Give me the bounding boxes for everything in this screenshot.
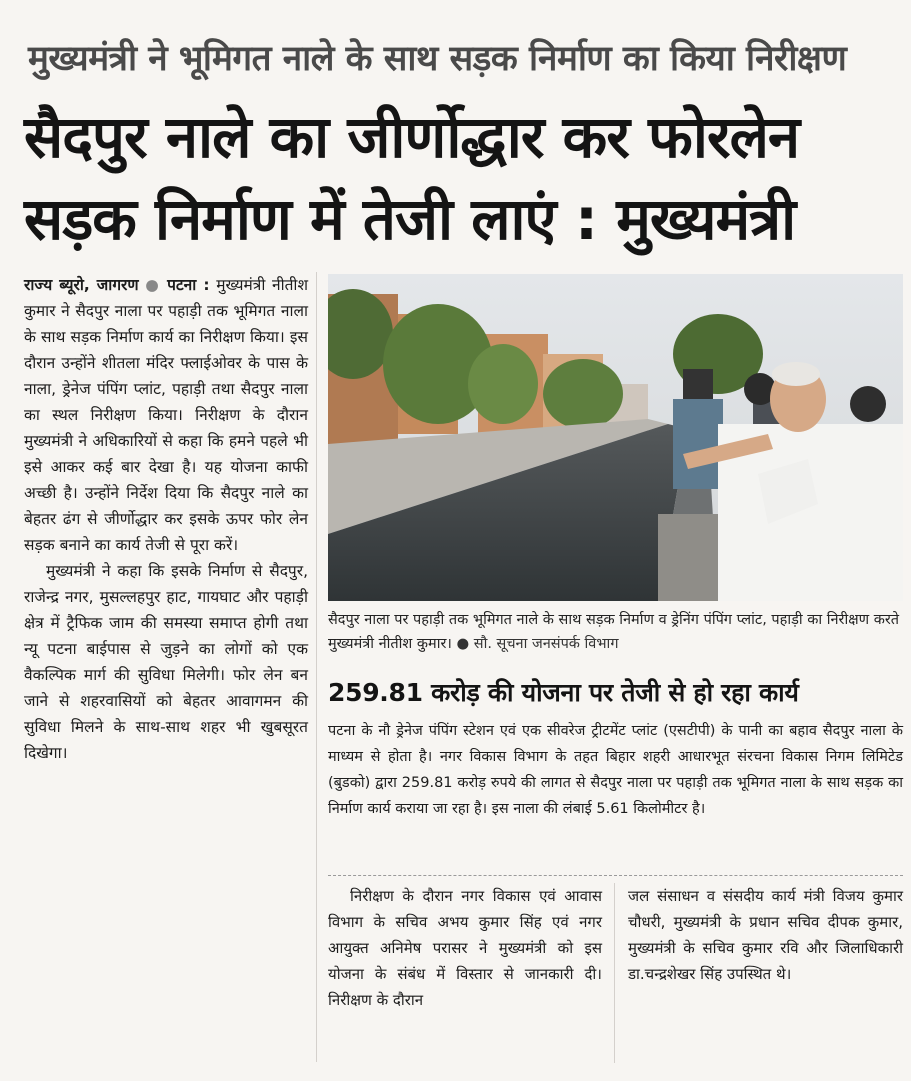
news-photo-illustration [328, 274, 903, 601]
byline-source: राज्य ब्यूरो, जागरण [24, 276, 139, 294]
second-paragraph: मुख्यमंत्री ने कहा कि इसके निर्माण से सैदपुर, राजेन्द्र नगर, मुसल्लहपुर हाट, गायघाट और पहाड़ी क्षेत्र में ट्रैफिक जाम की समस्या समाप्त होगी तथा न्यू पटना बाईपास से जुड़ने का लोगों को एक वैकल्पिक मार्ग की सुविधा मिलेगी। फोर लेन बन जाने से शहरवासियों को बेहतर आवागमन की सुविधा मिलने के साथ-साथ शहर भी खुबसूरत दिखेगा। [24, 562, 308, 762]
headline-line-2: सड़क निर्माण में तेजी लाएं : मुख्यमंत्री [24, 185, 796, 253]
section-divider [328, 875, 903, 876]
middle-paragraph: निरीक्षण के दौरान नगर विकास एवं आवास विभाग के सचिव अभय कुमार सिंह एवं नगर आयुक्त अनिमेष परासर ने मुख्यमंत्री को इस योजना के संबंध में विस्तार से जानकारी दी। निरीक्षण के दौरान [328, 887, 602, 1009]
right-paragraph: जल संसाधन व संसदीय कार्य मंत्री विजय कुमार चौधरी, मुख्यमंत्री के प्रधान सचिव दीपक कुमार, मुख्यमंत्री के सचिव कुमार रवि और जिलाधिकारी डा.चन्द्रशेखर सिंह उपस्थित थे। [628, 887, 903, 983]
byline-bullet: ● [145, 276, 161, 294]
photo-caption-text: सैदपुर नाला पर पहाड़ी तक भूमिगत नाले के साथ सड़क निर्माण व ड्रेनिंग पंपिंग प्लांट, पहाड़ी का निरीक्षण करते मुख्यमंत्री नीतीश कुमार। [328, 612, 900, 652]
column-divider [316, 272, 317, 1062]
news-photo [328, 274, 903, 601]
photo-credit: ● सौ. सूचना जनसंपर्क विभाग [456, 636, 619, 652]
section-subheading: 259.81 करोड़ की योजना पर तेजी से हो रहा कार्य [328, 678, 799, 707]
right-column [628, 883, 903, 987]
column-divider-2 [614, 883, 615, 1063]
article-kicker: मुख्यमंत्री ने भूमिगत नाले के साथ सड़क निर्माण का किया निरीक्षण [28, 39, 847, 79]
middle-column [328, 883, 602, 1013]
section-body: पटना के नौ ड्रेनेज पंपिंग स्टेशन एवं एक सीवरेज ट्रीटमेंट प्लांट (एसटीपी) के पानी का बहाव सैदपुर नाला के माध्यम से होता है। नगर विकास विभाग के तहत बिहार शहरी आधारभूत संरचना विकास निगम लिमिटेड (बुडको) द्वारा 259.81 करोड़ रुपये की लागत से सैदपुर नाला पर पहाड़ी तक भूमिगत नाला के साथ सड़क का निर्माण कार्य कराया जा रहा है। इस नाला की लंबाई 5.61 किलोमीटर है। [328, 723, 903, 817]
lead-paragraph-text: मुख्यमंत्री नीतीश कुमार ने सैदपुर नाला पर पहाड़ी तक भूमिगत नाला के साथ सड़क निर्माण कार्य का निरीक्षण किया। इस दौरान उन्होंने शीतला मंदिर फ्लाईओवर के पास के नाला, ड्रेनेज पंपिंग प्लांट, पहाड़ी तथा सैदपुर नाला का स्थल निरीक्षण किया। निरीक्षण के दौरान मुख्यमंत्री ने अधिकारियों से कहा कि हमने पहले भी इसे आकर कई बार देखा है। यह योजना काफी अच्छी है। उन्होंने निर्देश दिया कि सैदपुर नाले का बेहतर ढंग से जीर्णोद्धार कर इसके ऊपर फोर लेन सड़क बनाने का कार्य तेजी से पूरा करें। [24, 276, 308, 554]
photo-caption [328, 608, 903, 656]
headline-line-1: सैदपुर नाले का जीर्णोद्धार कर फोरलेन [24, 103, 800, 171]
article-headline [24, 96, 894, 260]
lead-paragraph [24, 272, 308, 558]
left-column [24, 272, 308, 766]
byline-place: पटना : [167, 276, 210, 294]
